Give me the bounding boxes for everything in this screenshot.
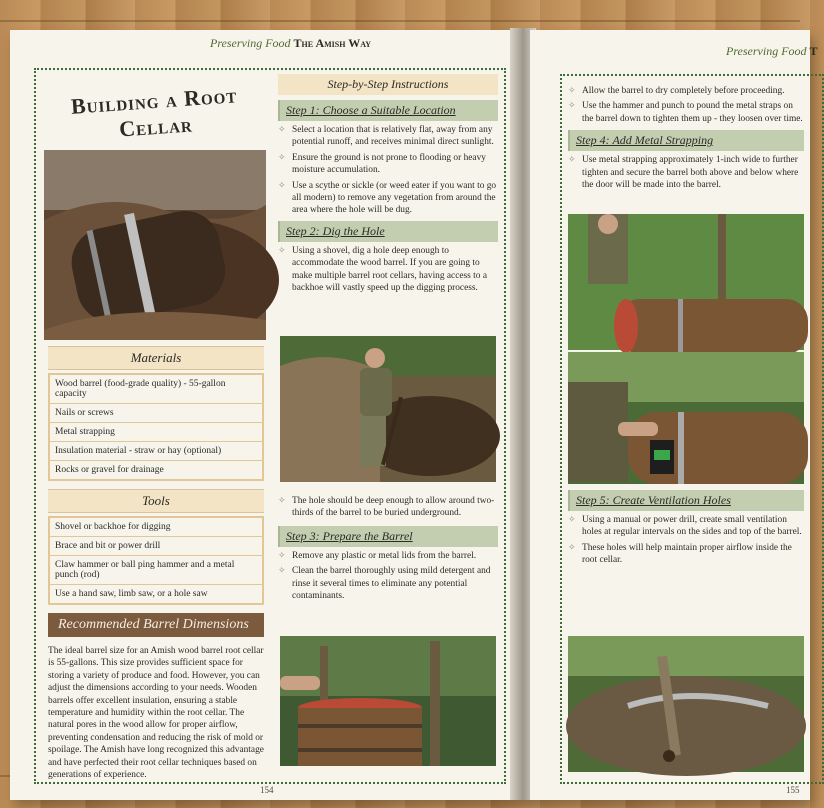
materials-box — [48, 346, 264, 781]
bullet-item: ✧ Using a manual or power drill, create small ventilation holes at regular intervals on the sides and top of the barrel. — [568, 514, 804, 539]
materials-list — [48, 373, 264, 481]
bullet-item: ✧ The hole should be deep enough to allow around two-thirds of the barrel to be buried underground. — [278, 495, 498, 520]
bullet-item: ✧ These holes will help maintain proper airflow inside the root cellar. — [568, 542, 804, 567]
left-page — [10, 30, 515, 800]
right-column — [568, 82, 804, 194]
list-item: Insulation material - straw or hay (optional) — [50, 442, 262, 461]
bullet-item: ✧ Clean the barrel thoroughly using mild detergent and rinse it several times to eliminate any potential contaminants. — [278, 565, 498, 602]
right-page — [530, 30, 818, 800]
step4-heading — [568, 130, 804, 151]
page-number-right: 155 — [786, 785, 800, 795]
left-column — [44, 78, 266, 140]
right-column-lower — [568, 490, 804, 570]
middle-column-lower — [278, 492, 498, 605]
digging-photo — [280, 336, 496, 482]
step5-title: Step 5: Create Ventilation Holes — [576, 493, 731, 507]
bullet-item: ✧ Using a shovel, dig a hole deep enough to accommodate the wood barrel. If you are going to make multiple barrel root cellars, having access to a backhoe will vastly speed up the digging process. — [278, 245, 498, 295]
bullet-item: ✧ Use a scythe or sickle (or weed eater if you want to go all modern) to remove any vegetation from around the area where the hole will be dug. — [278, 180, 498, 217]
bullet-item: ✧ Use metal strapping approximately 1-inch wide to further tighten and secure the barrel both above and below where the door will be made into the barrel. — [568, 154, 804, 191]
step1-title: Step 1: Choose a Suitable Location — [286, 103, 456, 117]
list-item: Claw hammer or ball ping hammer and a metal punch (rod) — [50, 556, 262, 585]
running-header-right — [726, 44, 818, 59]
step3-heading — [278, 526, 498, 547]
list-item: Shovel or backhoe for digging — [50, 518, 262, 537]
bullet-item: ✧ Remove any plastic or metal lids from the barrel. — [278, 550, 498, 562]
running-header-left — [210, 36, 371, 51]
list-item: Use a hand saw, limb saw, or a hole saw — [55, 589, 208, 599]
instructions-heading: Step-by-Step Instructions — [278, 74, 498, 95]
wood-plank — [0, 20, 800, 22]
header-caps: T — [809, 44, 818, 58]
drilling-photo — [568, 636, 804, 772]
tools-title: Tools — [48, 489, 264, 513]
bullet-item: ✧ Use the hammer and punch to pound the metal straps on the barrel down to tighten them up - they loosen over time. — [568, 100, 804, 125]
materials-title: Materials — [48, 346, 264, 370]
step5-heading — [568, 490, 804, 511]
middle-column — [278, 74, 498, 297]
bullet-item: ✧ Allow the barrel to dry completely before proceeding. — [568, 85, 804, 97]
barrel-photo — [44, 150, 266, 340]
step3-title: Step 3: Prepare the Barrel — [286, 528, 413, 543]
step1-heading — [278, 100, 498, 121]
list-item: Brace and bit or power drill — [50, 537, 262, 556]
strapping-photo-1 — [568, 214, 804, 350]
bullet-item: ✧ Ensure the ground is not prone to flooding or heavy moisture accumulation. — [278, 152, 498, 177]
bullet-item: ✧ Select a location that is relatively flat, away from any potential runoff, and receives minimal direct sunlight. — [278, 124, 498, 149]
page-title: Building a Root Cellar — [70, 82, 239, 142]
dimensions-paragraph: The ideal barrel size for an Amish wood barrel root cellar is 55-gallons. This size provides sufficient space for storing a variety of produce and food. However, you can adjust the dimensions according to your needs. Wooden barrels offer excellent insulation, ensuring a stable temperature and humidity within the root cellar. The natural pores in the wood allow for proper airflow, preventing condensation and reducing the risk of mold or spoilage. The Amish have long recognized this advantage and have perfected their root cellar techniques based on generations of experience. — [48, 646, 264, 781]
step2-title: Step 2: Dig the Hole — [286, 223, 385, 238]
header-caps: The Amish Way — [293, 36, 372, 50]
page-number-left: 154 — [260, 785, 274, 795]
tools-list — [48, 516, 264, 605]
step2-heading — [278, 221, 498, 242]
barrel-prep-photo — [280, 636, 496, 766]
list-item: Nails or screws — [50, 404, 262, 423]
step4-title: Step 4: Add Metal Strapping — [576, 133, 714, 148]
dimensions-title: Recommended Barrel Dimensions — [48, 613, 264, 637]
header-italic: Preserving Food — [726, 44, 807, 58]
strapping-photo-2 — [568, 352, 804, 484]
header-italic: Preserving Food — [210, 36, 291, 50]
list-item: Wood barrel (food-grade quality) - 55-gallon capacity — [50, 375, 262, 404]
list-item: Rocks or gravel for drainage — [55, 465, 164, 475]
list-item: Metal strapping — [50, 423, 262, 442]
